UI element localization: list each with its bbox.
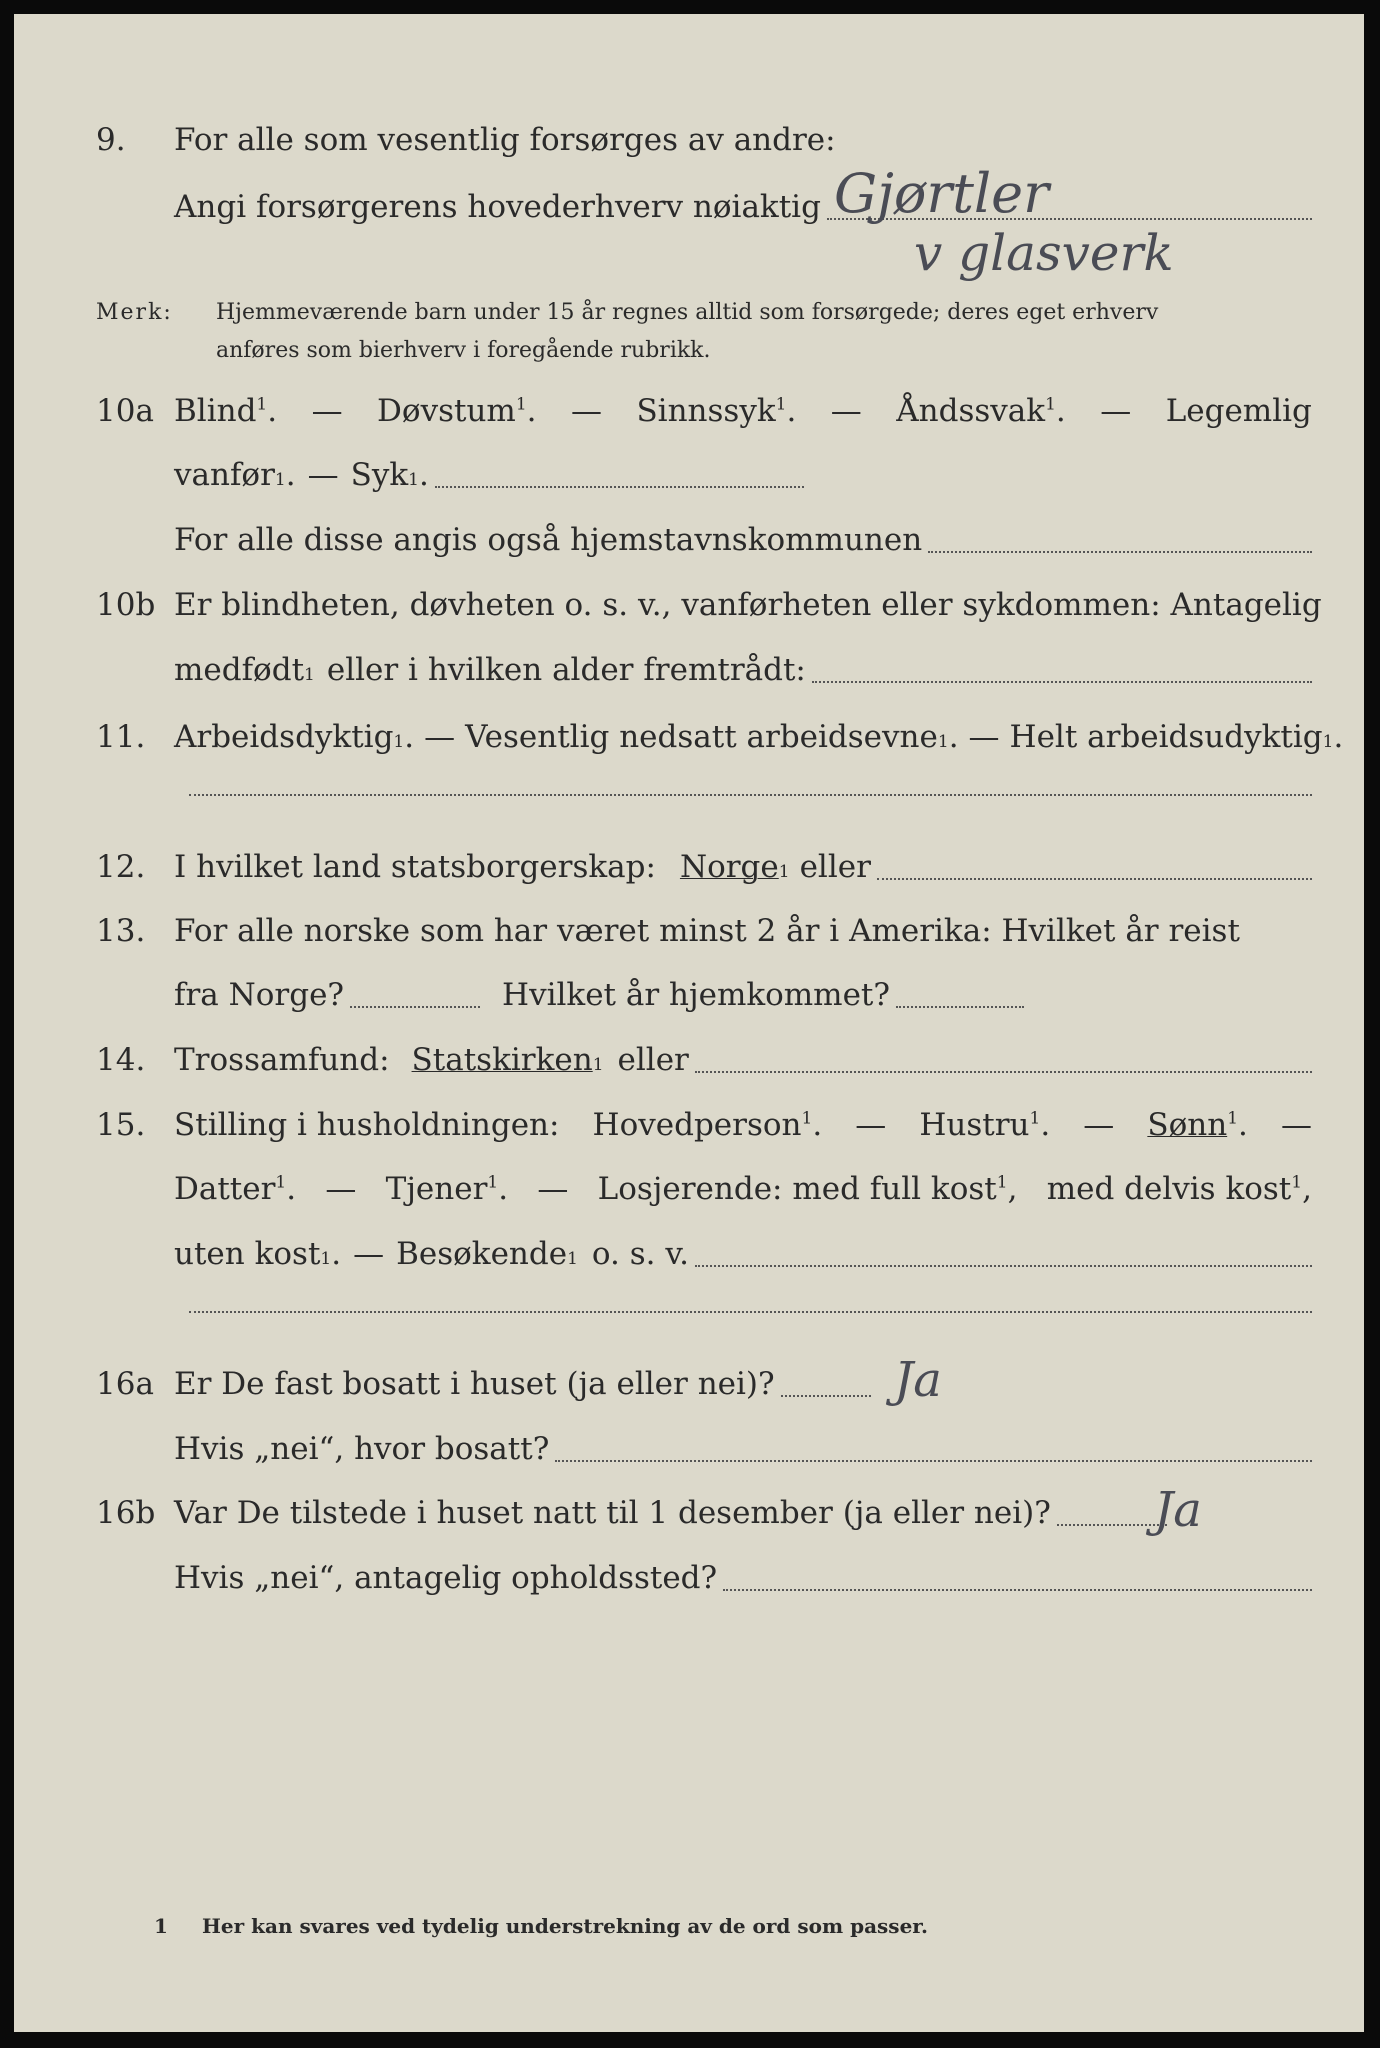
question-text: I hvilket land statsborgerskap: (174, 849, 656, 885)
option-vanfor[interactable]: vanfør (174, 457, 275, 493)
question-text: For alle disse angis også hjemstavnskommunen (174, 522, 923, 558)
footnote-mark: 1 (256, 394, 268, 415)
separator: — (968, 719, 1000, 755)
question-number: 9. (96, 122, 126, 158)
note-label: Merk: (96, 300, 173, 325)
note-line-2: anføres som bierhverv i foregående rubrikk. (216, 338, 711, 363)
question-9-line-1 (14, 115, 1364, 165)
option-uten-kost[interactable]: uten kost (174, 1236, 321, 1272)
answer-line-15[interactable] (189, 1311, 1312, 1313)
option-dovstum[interactable]: Døvstum (377, 393, 516, 429)
option-eller: eller (799, 849, 871, 885)
question-10b-line-2: medfødt 1 eller i hvilken alder fremtrådt: (14, 645, 1364, 695)
answer-line-reist[interactable] (350, 1004, 480, 1008)
question-text: Hvis „nei“, hvor bosatt? (174, 1431, 550, 1467)
question-text: Hvis „nei“, antagelig opholdssted? (174, 1560, 718, 1596)
footnote-mark: 1 (1045, 394, 1056, 415)
question-number: 13. (96, 913, 146, 949)
footnote-mark: 1 (1227, 1108, 1239, 1129)
footnote-mark: 1 (801, 1108, 813, 1129)
question-text: Trossamfund: (174, 1042, 390, 1078)
answer-line-11[interactable] (189, 794, 1312, 796)
note-line-1: Hjemmeværende barn under 15 år regnes alltid som forsørgede; deres eget erhverv (216, 300, 1159, 325)
question-text: Var De tilstede i huset natt til 1 desember (ja eller nei)? (174, 1495, 1051, 1531)
footnote-mark: 1 (487, 1172, 499, 1193)
answer-line[interactable] (695, 1263, 1312, 1267)
question-text: Stilling i husholdningen: (174, 1107, 560, 1143)
question-16a-line-2 (14, 1424, 1364, 1474)
answer-line[interactable] (877, 876, 1312, 880)
answer-line[interactable] (928, 549, 1312, 553)
option-norge-underlined[interactable]: Norge (679, 849, 779, 885)
answer-line[interactable] (435, 484, 804, 488)
question-text: Er blindheten, døvheten o. s. v., vanførheten eller sykdommen: Antagelig (174, 587, 1322, 623)
footnote-mark: 1 (775, 394, 787, 415)
footnote-mark: 1 (1029, 1108, 1041, 1129)
separator: — (1280, 1107, 1312, 1143)
question-13-line-2 (14, 970, 1364, 1020)
census-form-page (14, 14, 1364, 2032)
separator: — (1100, 393, 1132, 429)
question-10a-line-1: 10a Blind$^1$. — Døvstum$^1$. — Sinnssyk$^1$. — Åndssvak$^1$. — Legemlig (14, 386, 1364, 436)
option-datter[interactable]: Datter (174, 1171, 276, 1207)
question-number: 10a (96, 393, 154, 429)
option-nedsatt-arbeidsevne[interactable]: Vesentlig nedsatt arbeidsevne (465, 719, 938, 755)
question-number: 10b (96, 587, 156, 623)
question-text-reist: fra Norge? (174, 977, 345, 1013)
separator: — (325, 1171, 357, 1207)
option-arbeidsudyktig[interactable]: Helt arbeidsudyktig (1009, 719, 1323, 755)
question-number: 11. (96, 719, 146, 755)
question-text: Angi forsørgerens hovederhverv nøiaktig (174, 189, 821, 225)
question-16b-line-2 (14, 1553, 1364, 1603)
question-text: Er De fast bosatt i huset (ja eller nei)? (174, 1366, 775, 1402)
separator: — (537, 1171, 569, 1207)
option-legemlig[interactable]: Legemlig (1165, 393, 1312, 429)
answer-line[interactable] (812, 679, 1312, 683)
separator: — (353, 1236, 385, 1272)
footnote-mark: 1 (275, 1172, 287, 1193)
separator: — (311, 393, 343, 429)
footnote-mark: 1 (1291, 1172, 1303, 1193)
option-sinnssyk[interactable]: Sinnssyk (636, 393, 776, 429)
separator: — (855, 1107, 887, 1143)
question-number: 16b (96, 1495, 156, 1531)
question-number: 14. (96, 1042, 146, 1078)
handwritten-answer-16a: Ja (894, 1352, 942, 1408)
option-hovedperson[interactable]: Hovedperson (592, 1107, 802, 1143)
question-14: 14. Trossamfund: Statskirken 1 eller (14, 1035, 1364, 1085)
option-blind[interactable]: Blind (174, 393, 257, 429)
separator: — (424, 719, 456, 755)
question-15-line-3: uten kost 1 . — Besøkende 1 o. s. v. (14, 1229, 1364, 1279)
option-andssvak[interactable]: Åndssvak (896, 393, 1046, 429)
footnote (154, 1914, 928, 1938)
handwritten-answer-workplace: v glasverk (914, 224, 1174, 282)
option-osv: o. s. v. (591, 1236, 690, 1272)
footnote-mark: 1 (515, 394, 527, 415)
answer-line[interactable] (555, 1458, 1312, 1462)
question-16a-line-1 (14, 1359, 1364, 1409)
answer-line[interactable] (781, 1393, 871, 1397)
footnote-text: Her kan svares ved tydelig understrekning av de ord som passer. (202, 1914, 928, 1938)
answer-line[interactable] (1057, 1522, 1167, 1526)
option-syk[interactable]: Syk (350, 457, 409, 493)
question-number: 16a (96, 1366, 154, 1402)
separator: — (307, 457, 339, 493)
handwritten-answer-16b: Ja (1154, 1482, 1202, 1538)
question-11: 11. Arbeidsdyktig 1 . — Vesentlig nedsatt arbeidsevne 1 . — Helt arbeidsudyktig 1 . (14, 712, 1364, 762)
question-number: 12. (96, 849, 146, 885)
option-tjener[interactable]: Tjener (385, 1171, 488, 1207)
question-10a-line-3 (14, 515, 1364, 565)
question-text: eller i hvilken alder fremtrådt: (326, 652, 806, 688)
option-delvis-kost[interactable]: med delvis kost (1046, 1171, 1292, 1207)
option-statskirken-underlined[interactable]: Statskirken (411, 1042, 593, 1078)
question-12: 12. I hvilket land statsborgerskap: Norge 1 eller (14, 842, 1364, 892)
separator: — (1083, 1107, 1115, 1143)
option-medfodt[interactable]: medfødt (174, 652, 305, 688)
footnote-mark: 1 (996, 1172, 1008, 1193)
answer-line[interactable] (723, 1587, 1312, 1591)
footnote-mark: 1 (154, 1914, 168, 1938)
answer-line[interactable] (695, 1069, 1312, 1073)
question-10b-line-1 (14, 580, 1364, 630)
question-number: 15. (96, 1107, 146, 1143)
option-full-kost[interactable]: Losjerende: med full kost (597, 1171, 997, 1207)
question-text: For alle som vesentlig forsørges av andre: (174, 122, 836, 158)
option-sonn-underlined[interactable]: Sønn (1147, 1107, 1228, 1143)
question-15-line-2: Datter$^1$. — Tjener$^1$. — Losjerende: med full kost$^1$, med delvis kost$^1$, (14, 1164, 1364, 1214)
separator: — (570, 393, 602, 429)
handwritten-answer-occupation: Gjørtler (834, 162, 1049, 225)
question-15-line-1: 15. Stilling i husholdningen: Hovedperson$^1$. — Hustru$^1$. — Sønn$^1$. — (14, 1100, 1364, 1150)
question-text-hjemkommet: Hvilket år hjemkommet? (502, 977, 891, 1013)
separator: — (830, 393, 862, 429)
answer-line-hjemkommet[interactable] (896, 1004, 1024, 1008)
question-10a-line-2: vanfør 1 . — Syk 1 . (14, 450, 1364, 500)
option-besokende[interactable]: Besøkende (396, 1236, 568, 1272)
option-arbeidsdyktig[interactable]: Arbeidsdyktig (174, 719, 394, 755)
option-eller: eller (617, 1042, 689, 1078)
option-hustru[interactable]: Hustru (919, 1107, 1030, 1143)
question-13-line-1 (14, 906, 1364, 956)
question-text: For alle norske som har været minst 2 år i Amerika: Hvilket år reist (174, 913, 1240, 949)
